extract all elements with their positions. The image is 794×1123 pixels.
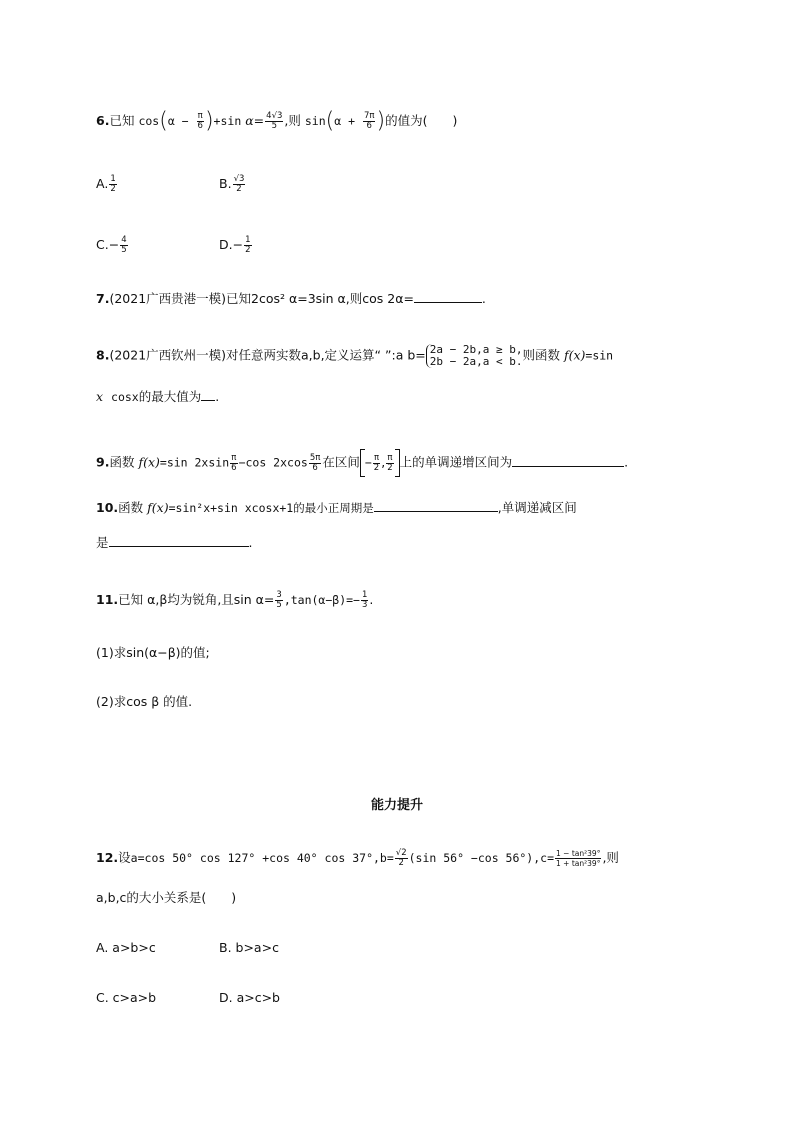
answer-blank[interactable] [512,454,624,467]
fraction: $\frac{\pi}{6}$ [197,111,203,131]
option-c[interactable]: C.− $\frac{4}{5}$ [96,235,127,255]
question-8-line2: x cosx的最大值为 . [96,389,220,404]
option-d[interactable]: D. a>c>b [219,990,280,1005]
question-6: 6.已知 cos(α − $\frac{\pi}{6}$ )+sin α= $\frac{4√3}{5}$ ,则 sin(α + $\frac{7\pi}{6}$ )的值为( ) [96,108,458,134]
question-12: 12.设a=cos 50° cos 127° +cos 40° cos 37°,b= $\frac{√2}{2}$ (sin 56° −cos 56°),c= $\frac{\text{1 − tan²39°}}{\text{1 + tan²39°}}$ ,则 [96,848,619,868]
piecewise-definition: 2a − 2b,a ≥ b, 2b − 2a,a < b. [426,344,523,368]
question-9: 9.函数 f(x)=sin 2xsin $\frac{\pi}{6}$ −cos 2xcos $\frac{5\pi}{6}$ 在区间 − $\frac{\pi}{2}$ , $\frac{\pi}{2}$ 上的单调递增区间为 . [96,449,628,477]
question-number: 6. [96,113,110,128]
question-8: 8.(2021广西钦州一模)对任意两实数a,b,定义运算“ ”:a b= 2a − 2b,a ≥ b, 2b − 2a,a < b. 则函数 f(x)=sin [96,343,614,368]
answer-blank[interactable] [374,499,498,512]
question-10-line2: 是 . [96,535,253,550]
option-b[interactable]: B. $\frac{√3}{2}$ [219,174,245,194]
question-10: 10.函数 f(x)=sin²x+sin xcosx+1的最小正周期是 ,单调递减区间 [96,500,577,515]
option-c[interactable]: C. c>a>b [96,990,157,1005]
option-b[interactable]: B. b>a>c [219,940,279,955]
option-d[interactable]: D.− $\frac{1}{2}$ [219,235,251,255]
question-11: 11.已知 α,β均为锐角,且sin α= $\frac{3}{5}$ ,tan(α−β)=− $\frac{1}{3}$ . [96,590,374,610]
question-7: 7.(2021广西贵港一模)已知2cos² α=3sin α,则cos 2α= . [96,291,486,306]
answer-blank[interactable] [201,388,215,401]
answer-blank[interactable] [109,534,249,547]
option-a[interactable]: A. $\frac{1}{2}$ [96,174,116,194]
option-a[interactable]: A. a>b>c [96,940,156,955]
fraction: $\frac{7\pi}{6}$ [363,111,375,131]
answer-blank[interactable] [414,290,482,303]
question-11-part1: (1)求sin(α−β)的值; [96,645,210,660]
question-11-part2: (2)求cos β 的值. [96,694,193,709]
section-title: 能力提升 [370,798,423,813]
fraction: $\frac{4√3}{5}$ [266,111,283,131]
question-12-line2: a,b,c的大小关系是( ) [96,890,237,905]
